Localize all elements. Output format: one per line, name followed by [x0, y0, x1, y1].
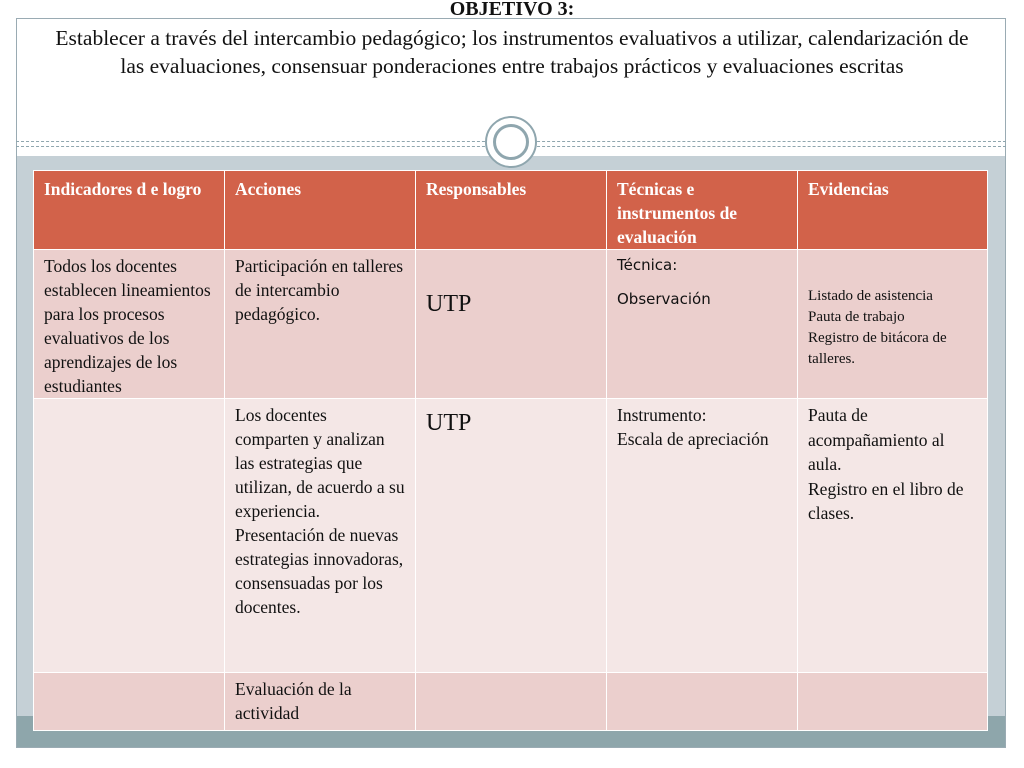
- cell-evidence: [798, 250, 988, 399]
- evidence-item: Listado de asistencia: [808, 288, 933, 304]
- cell-action: Los docentes comparten y analizan las estrategias que utilizan, de acuerdo a su experiencia. Presentación de nuevas estrategias innovadoras, consensuadas por los docentes.: [225, 399, 416, 673]
- instrument-value: Escala de apreciación: [617, 429, 769, 449]
- cell-responsible: [416, 250, 607, 399]
- cell-action: Participación en talleres de intercambio pedagógico.: [225, 250, 416, 399]
- evidence-item: Pauta de acompañamiento al aula.: [808, 405, 945, 474]
- table-header-row: [34, 171, 988, 250]
- header-responsibles: Responsables: [416, 171, 607, 250]
- responsible-value: UTP: [426, 410, 472, 436]
- header-actions: Acciones: [225, 171, 416, 250]
- table-row: [34, 673, 988, 731]
- technique-label: Técnica:: [617, 256, 678, 274]
- evaluation-table: [33, 170, 988, 731]
- cell-evidence: [798, 399, 988, 673]
- header-evidence: Evidencias: [798, 171, 988, 250]
- cell-evidence: [798, 673, 988, 731]
- technique-value: Observación: [617, 290, 711, 308]
- objective-label: OBJETIVO 3:: [449, 0, 575, 20]
- table-row: [34, 250, 988, 399]
- evidence-list: [808, 254, 977, 370]
- cell-responsible: [416, 673, 607, 731]
- cell-responsible: [416, 399, 607, 673]
- header-indicators: Indicadores d e logro: [34, 171, 225, 250]
- cell-indicator: Todos los docentes establecen lineamientos para los procesos evaluativos de los aprendizajes de los estudiantes: [34, 250, 225, 399]
- cell-indicator: [34, 673, 225, 731]
- header-techniques: Técnicas e instrumentos de evaluación: [607, 171, 798, 250]
- circle-ornament-icon: [485, 116, 537, 168]
- table-row: [34, 399, 988, 673]
- evidence-item: Pauta de trabajo: [808, 309, 905, 325]
- responsible-value: UTP: [426, 291, 472, 317]
- cell-technique: [607, 250, 798, 399]
- cell-action: Evaluación de la actividad: [225, 673, 416, 731]
- cell-technique: [607, 399, 798, 673]
- objective-text: Establecer a través del intercambio pedagógico; los instrumentos evaluativos a utilizar, calendarización de las evaluaciones, consensuar ponderaciones entre trabajos prácticos y evaluaciones escritas: [55, 26, 969, 78]
- cell-technique: [607, 673, 798, 731]
- cell-indicator: [34, 399, 225, 673]
- instrument-label: Instrumento:: [617, 405, 707, 425]
- evidence-item: Registro de bitácora de talleres.: [808, 330, 947, 367]
- evidence-item: Registro en el libro de clases.: [808, 478, 964, 523]
